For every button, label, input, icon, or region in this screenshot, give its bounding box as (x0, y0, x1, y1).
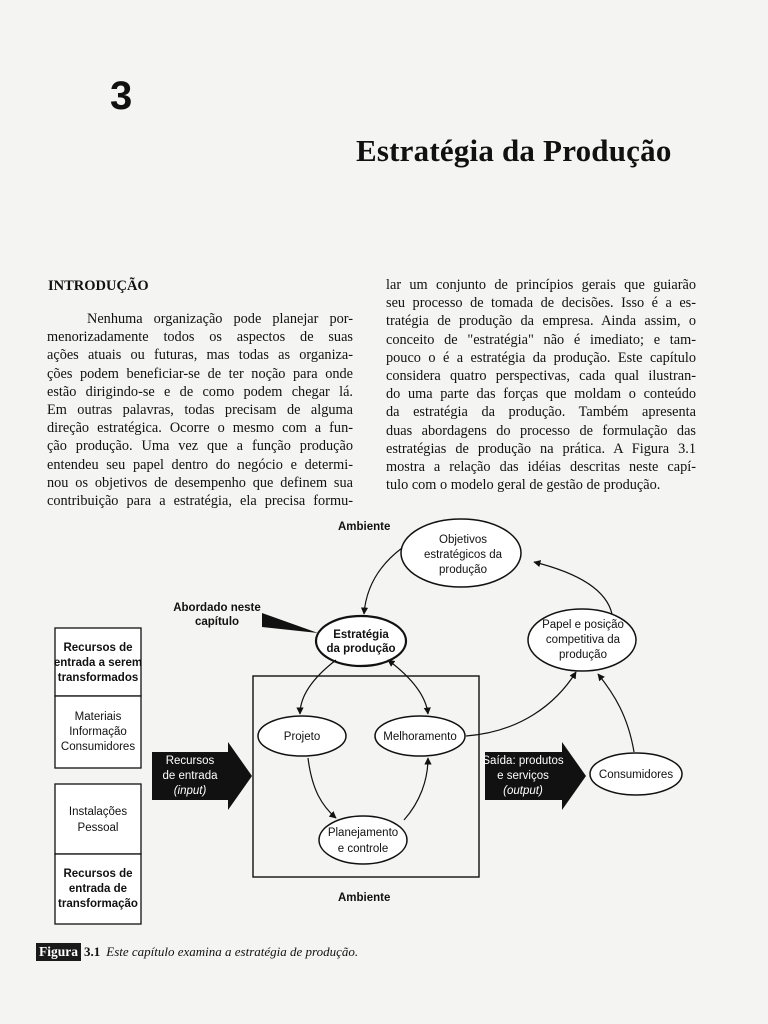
text-line: Nenhuma organização pode planejar por- (87, 311, 353, 327)
estrategia-node (316, 616, 406, 666)
estrategia-label: Estratégia (333, 629, 389, 641)
text-line: nou os objetivos de desempenho que definem sua (47, 474, 353, 491)
abordado-label: capítulo (194, 616, 240, 628)
planejamento-label: e controle (337, 843, 389, 855)
text-line: mostra a relação das idéias descritas neste capí- (386, 459, 696, 476)
text-line: ções podem beneficiar-se de ter noção para onde (47, 365, 353, 382)
figure-badge: Figura (36, 943, 81, 961)
output-label: Saída: produtos (482, 755, 564, 767)
text-line: estratégias de produção na prática. A Figura 3.1 (386, 440, 696, 457)
arrow-projeto-planejamento (308, 758, 336, 818)
text-line: ção produção. Uma vez que a função produção (47, 438, 353, 455)
input-label: (input) (173, 785, 207, 797)
input-label: Recursos (165, 755, 215, 767)
papel-label: Papel e posição (542, 619, 624, 631)
text-line: tulo com o modelo geral de gestão de produção. (386, 477, 661, 494)
recursos-transformacao-label: Recursos de (63, 868, 133, 880)
arrow-papel-objetivos (534, 562, 612, 614)
text-line: do uma parte das forças que moldam o conteúdo (386, 386, 696, 403)
text-line: considera quatro perspectivas, cada qual ilustran- (386, 368, 696, 385)
arrow-consumidores-papel (598, 674, 634, 752)
text-line: tratégia de produção da empresa. Ainda assim, o (386, 313, 696, 330)
figure-caption-text: Este capítulo examina a estratégia de produção. (106, 944, 359, 959)
papel-label: competitiva da (545, 634, 621, 646)
planejamento-label: Planejamento (327, 827, 399, 839)
input-label: de entrada (162, 770, 218, 782)
instalacoes-label: Instalações (68, 806, 128, 818)
arrow-objetivos-estrategia (364, 548, 402, 614)
text-line: contribuição para a estratégia, ela precisa formu- (47, 493, 353, 510)
objetivos-label: produção (439, 564, 487, 576)
section-heading: INTRODUÇÃO (48, 278, 149, 294)
estrategia-label: da produção (326, 643, 396, 655)
objetivos-label: Objetivos (439, 534, 487, 546)
recursos-transformacao-label: transformação (58, 898, 138, 910)
text-line: direção estratégica. Ocorre o mesmo com a fun- (47, 420, 353, 437)
papel-label: produção (559, 649, 607, 661)
chapter-number: 3 (110, 74, 133, 118)
text-line: lar um conjunto de princípios gerais que guiarão (386, 277, 696, 293)
text-line: da estratégia da produção. Também apresenta (386, 404, 696, 421)
chapter-title: Estratégia da Produção (356, 133, 672, 168)
materiais-label: Materiais (74, 711, 122, 723)
arrow-estrategia-projeto (300, 660, 336, 714)
text-line: Em outras palavras, todas precisam de alguma (47, 402, 353, 419)
materiais-label: Consumidores (60, 741, 136, 753)
ambiente-top-label: Ambiente (338, 521, 391, 533)
recursos-transformacao-label: entrada de (68, 883, 128, 895)
instalacoes-box (55, 784, 141, 854)
projeto-label: Projeto (283, 731, 321, 743)
melhoramento-label: Melhoramento (383, 731, 457, 743)
materiais-label: Informação (69, 726, 127, 738)
abordado-pointer (262, 613, 318, 633)
text-line: menorizadamente todos os aspectos de suas (47, 329, 353, 346)
instalacoes-label: Pessoal (77, 822, 119, 834)
arrow-estrategia-melhoramento (388, 660, 428, 714)
ambiente-bottom-label: Ambiente (338, 892, 391, 904)
text-line: conceito de "estratégia" não é imediato; e tam- (386, 331, 696, 348)
abordado-label: Abordado neste (173, 602, 261, 614)
output-label: e serviços (497, 770, 549, 782)
figure-caption (36, 943, 358, 961)
figure-number: 3.1 (84, 944, 101, 959)
text-line: estão dirigindo-se e de como podem chegar lá. (47, 383, 353, 400)
consumidores-label: Consumidores (598, 769, 674, 781)
output-label: (output) (503, 785, 543, 797)
text-line: ações atuais ou futuras, mas todas as organiza- (47, 347, 353, 364)
text-line: seu processo de tomada de decisões. Isso é a es- (386, 295, 696, 312)
text-line: entendeu seu papel dentro do negócio e determi- (47, 456, 353, 473)
recursos-transformar-label: Recursos de (63, 642, 133, 654)
recursos-transformar-label: entrada a serem (53, 657, 143, 669)
arrow-planejamento-melhoramento (404, 758, 428, 820)
text-line: pouco o é a estratégia da produção. Este capítulo (386, 349, 696, 366)
objetivos-label: estratégicos da (424, 549, 502, 561)
recursos-transformar-label: transformados (57, 672, 139, 684)
text-line: duas abordagens do processo de formulação das (386, 422, 696, 439)
planejamento-node (319, 816, 407, 864)
arrow-melhoramento-papel (466, 672, 576, 736)
